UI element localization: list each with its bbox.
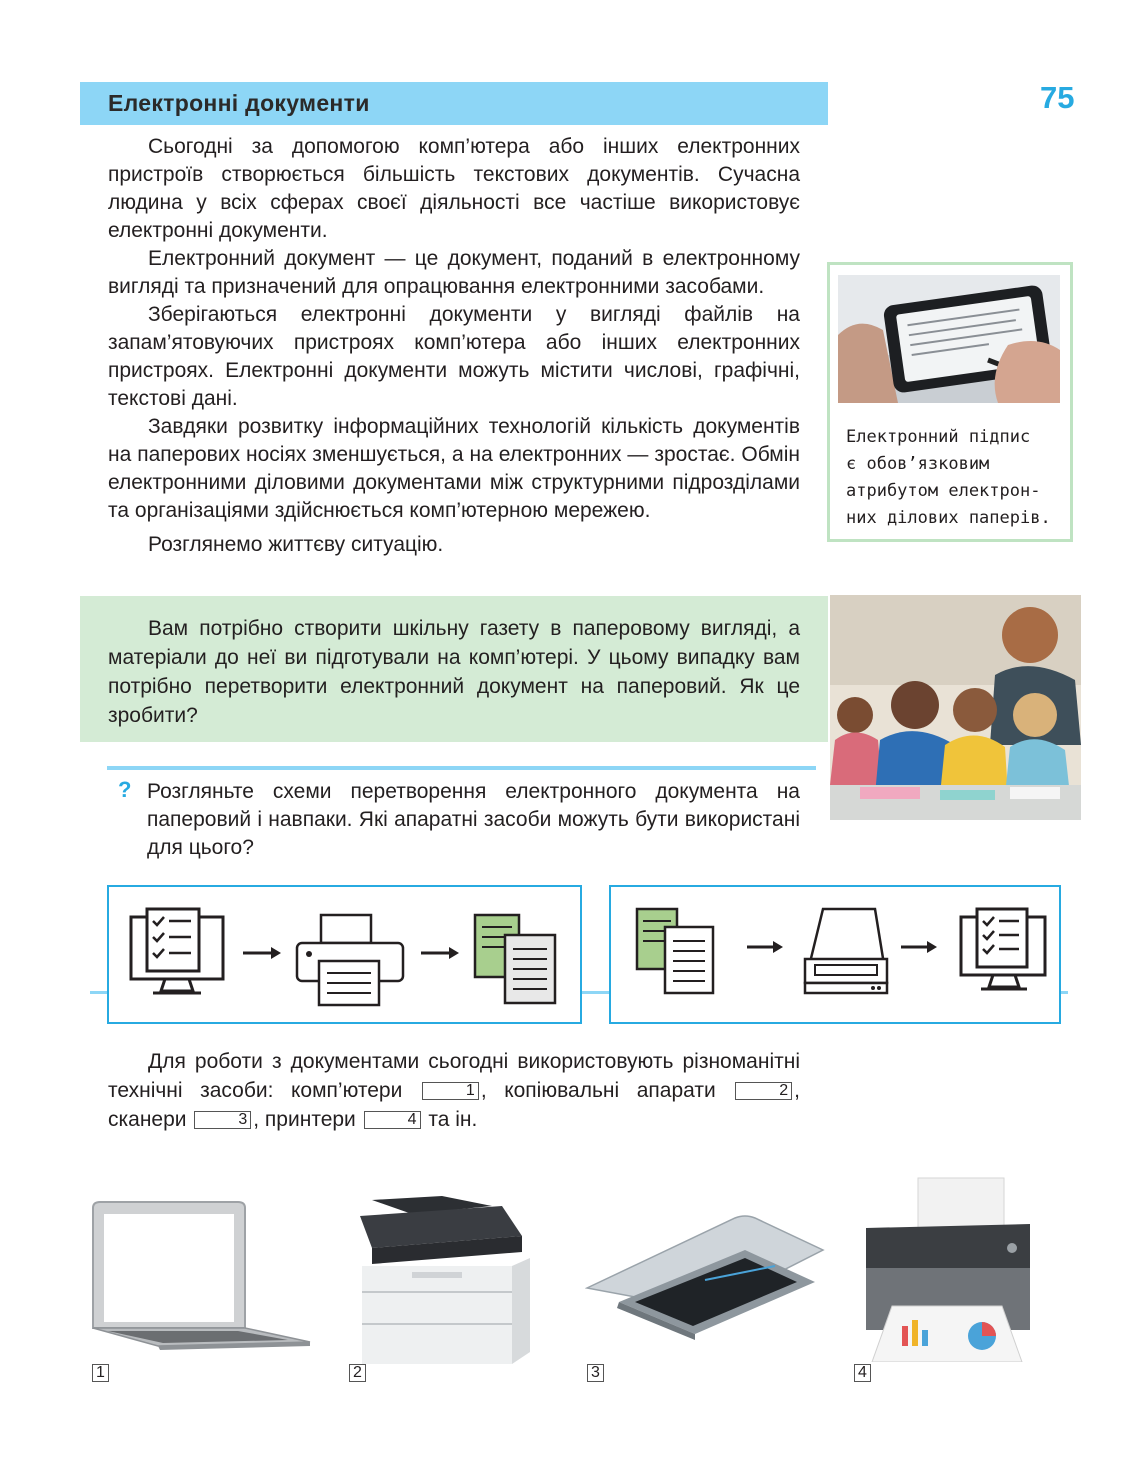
- caption-line: є обов’язковим: [846, 454, 990, 474]
- paragraph: Електронний документ — це документ, поданий в електронному вигляді та призначений для опрацювання електронними засобами.: [108, 247, 800, 298]
- side-caption: [846, 424, 1056, 532]
- copier-image: [352, 1192, 534, 1364]
- paragraph: Завдяки розвитку інформаційних технологій кількість документів на паперових носіях зменшується, а на електронних — зростає. Обмін електронними діловими документами між структурними підрозділами та організаціями здійснюється комп’ютерною мережею.: [108, 415, 800, 522]
- question-text: Розгляньте схеми перетворення електронного документа на паперовий і навпаки. Які апаратні засоби можуть бути використані для цього?: [147, 780, 800, 859]
- paper-documents-icon: [475, 915, 555, 1003]
- laptop-image: [88, 1200, 313, 1352]
- device-label-2: 2: [349, 1364, 366, 1382]
- devices-paragraph: [108, 1047, 800, 1134]
- ref-number-1: 1: [422, 1082, 479, 1100]
- caption-line: атрибутом електрон-: [846, 481, 1041, 501]
- intro-text: [108, 133, 800, 559]
- scheme-electronic-to-paper: [107, 885, 582, 1024]
- printer-icon: [297, 915, 403, 1005]
- arrow-right-icon: [901, 941, 937, 953]
- classroom-photo: [830, 595, 1081, 820]
- device-label-3: 3: [587, 1364, 604, 1382]
- monitor-document-icon: [961, 909, 1045, 989]
- devices-text-part: , сканери: [108, 1079, 800, 1131]
- page-number: 75: [1040, 80, 1075, 115]
- question-icon: ?: [118, 777, 132, 802]
- question-divider: [107, 766, 816, 770]
- ref-number-4: 4: [364, 1111, 421, 1129]
- ref-number-2: 2: [735, 1082, 792, 1100]
- printer-image: [862, 1176, 1034, 1362]
- devices-text-part: , копіювальні апарати: [480, 1079, 734, 1102]
- situation-text-wrap: [108, 614, 800, 730]
- paragraph: Зберігаються електронні документи у вигляді файлів на запам’ятовуючих пристроях комп’ютера або інших електронних пристроях. Електронні документи можуть містити числові, графічні, текстові дані.: [108, 303, 800, 410]
- paragraph: Сьогодні за допомогою комп’ютера або інших електронних пристроїв створюється більшість текстових документів. Сучасна людина у всіх сферах своєї діяльності все частіше використовує електронні документи.: [108, 135, 800, 242]
- caption-line: Електронний підпис: [846, 427, 1031, 447]
- section-title: Електронні документи: [108, 90, 370, 116]
- scheme-paper-to-electronic: [609, 885, 1061, 1024]
- paper-documents-icon: [637, 909, 713, 993]
- device-label-1: 1: [92, 1364, 109, 1382]
- tablet-signature-photo: [838, 275, 1060, 403]
- devices-text-part: та ін.: [422, 1108, 478, 1131]
- scanner-icon: [805, 909, 887, 993]
- ref-number-3: 3: [194, 1111, 251, 1129]
- arrow-right-icon: [421, 947, 459, 959]
- situation-text: Вам потрібно створити шкільну газету в паперовому вигляді, а матеріали до неї ви підготували на комп’ютері. У цьому випадку вам потрібно перетворити електронний документ на паперовий. Як це зробити?: [108, 617, 800, 727]
- scanner-image: [585, 1210, 827, 1340]
- devices-text: [108, 1047, 800, 1134]
- caption-line: них ділових паперів.: [846, 508, 1051, 528]
- device-label-4: 4: [854, 1364, 871, 1382]
- arrow-right-icon: [243, 947, 281, 959]
- arrow-right-icon: [747, 941, 783, 953]
- devices-text-part: , принтери: [253, 1108, 362, 1131]
- paragraph: Розглянемо життєву ситуацію.: [148, 533, 444, 556]
- monitor-document-icon: [131, 909, 223, 993]
- devices-text-part: Для роботи з документами сьогодні використовують різноманітні технічні засоби: комп’ютери: [108, 1050, 800, 1102]
